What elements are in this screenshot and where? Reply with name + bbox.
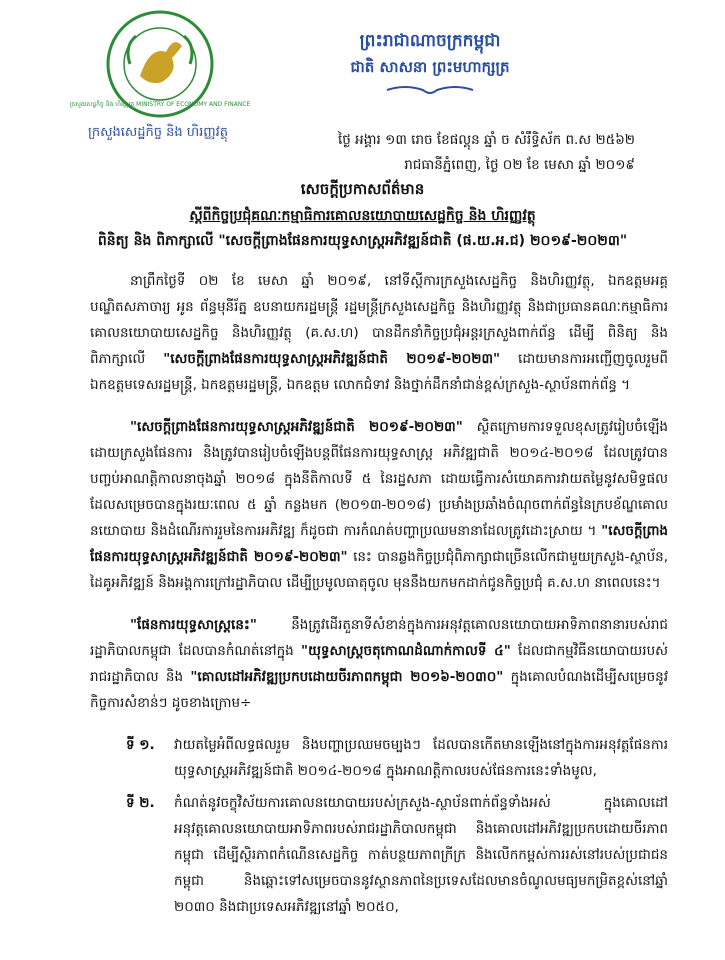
p3-mid: ដែលជាកម្មវិធីនយោបាយរបស់រាជរដ្ឋាភិបាល និង — [90, 643, 668, 685]
kingdom-header — [300, 30, 560, 96]
p2-text: ស្ថិតក្រោមការទទួលខុសត្រូវរៀបចំឡើងដោយក្រសួងផែនការ និងត្រូវបានរៀបចំឡើងបន្តពីផែនការយុទ្ធសាស្ត្រ អភិវឌ្ឍជាតិ ២០១៤-២០១៨ ដែលត្រូវបានបញ្ចប់អាណត្តិកាលនាចុងឆ្នាំ ២០១៨ ក្នុងនីតិកាលទី ៥ នៃរដ្ឋសភា ដោយធ្វើការសំយោគការវាយតម្លៃនូវសមិទ្ធផលដែលសម្រេចបានក្នុងរយៈពេល ៥ ឆ្នាំ កន្លងមក (២០១៣-២០១៨) ប្រមាំងប្រឆាំងចំណុចពាក់ព័ន្ធនៃក្របខ័ណ្ឌគោលនយោបាយ និងដំណើរការរួមនៃការអភិវឌ្ឍ ក៏ដូចជា ការកំណត់បញ្ហាប្រឈមនានាដែលត្រូវដោះស្រាយ ។ — [90, 419, 668, 539]
ministry-logo — [69, 6, 251, 122]
list-item-text: វាយតម្លៃអំពីលទ្ធផលរួម និងបញ្ហាប្រឈមចម្បងៗ ដែលបានកើតមានឡើងនៅក្នុងការអនុវត្តផែនការយុទ្ធសាស្ត្រអភិវឌ្ឍន៍ជាតិ ២០១៤-២០១៨ ក្នុងអាណត្តិកាលរបស់ផែនការនេះទាំងមូល, — [174, 737, 668, 779]
kingdom-line2: ជាតិ សាសនា ព្រះមហាក្សត្រ — [350, 58, 510, 76]
document-title — [60, 180, 665, 252]
p1-text: នាព្រឹកថ្ងៃទី ០២ ខែ មេសា ឆ្នាំ ២០១៩, នៅទីស្ដីការក្រសួងសេដ្ឋកិច្ច និងហិរញ្ញវត្ថុ, ឯកឧត្ដមអគ្គបណ្ឌិតសភាចារ្យ អូន ព័ន្ធមុនីរ័ត្ន ឧបនាយករដ្ឋមន្ត្រី រដ្ឋមន្ត្រីក្រសួងសេដ្ឋកិច្ច និងហិរញ្ញវត្ថុ និងជាប្រធានគណៈកម្មាធិការគោលនយោបាយសេដ្ឋកិច្ច និងហិរញ្ញវត្ថុ (គ.ស.ហ) បានដឹកនាំកិច្ចប្រជុំអន្តរក្រសួងពាក់ព័ន្ធ ដើម្បី ពិនិត្យ និង ពិភាក្សាលើ — [90, 273, 668, 367]
list-item — [90, 790, 668, 920]
paragraph-1 — [90, 268, 668, 398]
p2-bold: "សេចក្ដីព្រាងផែនការយុទ្ធសាស្ត្រអភិវឌ្ឍន៍ជាតិ ២០១៩-២០២៣" — [130, 419, 463, 435]
list-item-number: ទី ២. — [126, 795, 155, 811]
list-item-number: ទី ១. — [126, 737, 155, 753]
p3-text: នឹងត្រូវដើរតួនាទីសំខាន់ក្នុងការអនុវត្តគោលនយោបាយអាទិភាពនានារបស់រាជរដ្ឋាភិបាលកម្ពុជា ដែលបានកំណត់នៅក្នុង — [90, 617, 668, 659]
ornament-divider — [300, 84, 560, 96]
p1-end: ដោយមានការអញ្ជើញចូលរួមពីឯកឧត្ដមទេសរដ្ឋមន្ត្រី, ឯកឧត្ដមរដ្ឋមន្ត្រី, ឯកឧត្ដម លោកជំទាវ និងថ្នាក់ដឹកនាំជាន់ខ្ពស់ក្រសួង-ស្ថាប័នពាក់ព័ន្ធ ។ — [90, 351, 668, 393]
title-line2: ស្ដីពីកិច្ចប្រជុំគណៈកម្មាធិការគោលនយោបាយសេដ្ឋកិច្ច និង ហិរញ្ញវត្ថុ — [189, 208, 536, 224]
title-line1: សេចក្ដីប្រកាសព័ត៌មាន — [300, 180, 425, 198]
paragraph-3 — [90, 612, 668, 716]
paragraph-2 — [90, 414, 668, 596]
title-line3: ពិនិត្យ និង ពិភាក្សាលើ "សេចក្ដីព្រាងផែនការយុទ្ធសាស្ត្រអភិវឌ្ឍន៍ជាតិ (ផ.យ.អ.ជ) ២០១៩-២០២៣" — [97, 233, 628, 249]
p3-bold: "ផែនការយុទ្ធសាស្ត្រនេះ" — [130, 617, 257, 633]
p2-bold2: "សេចក្ដីព្រាងផែនការយុទ្ធសាស្ត្រអភិវឌ្ឍន៍ជាតិ ២០១៩-២០២៣" — [90, 523, 668, 565]
ministry-name: ក្រសួងសេដ្ឋកិច្ច និង ហិរញ្ញវត្ថុ — [88, 125, 229, 140]
list-item-text: កំណត់នូវចក្ខុវិស័យការគោលនយោបាយរបស់ក្រសួង-ស្ថាប័នពាក់ព័ន្ធទាំងអស់ ក្នុងគោលដៅអនុវត្តគោលនយោបាយអាទិភាពរបស់រាជរដ្ឋាភិបាលកម្ពុជា និងគោលដៅអភិវឌ្ឍប្រកបដោយចីរភាពកម្ពុជា ដើម្បីស្ថិរភាពកំណើនសេដ្ឋកិច្ច កាត់បន្ថយភាពក្រីក្រ និងលើកកម្ពស់ការរស់នៅរបស់ប្រជាជនកម្ពុជា និងឆ្ពោះទៅសម្រេចបាននូវស្ថានភាពនៃប្រទេសដែលមានចំណូលមធ្យមកម្រិតខ្ពស់នៅឆ្នាំ ២០៣០ និងជាប្រទេសអភិវឌ្ឍនៅឆ្នាំ ២០៥០, — [174, 795, 668, 915]
p3-bold3: "គោលដៅអភិវឌ្ឍប្រកបដោយចីរភាពកម្ពុជា ២០១៦-២០៣០" — [190, 669, 504, 685]
kingdom-line1: ព្រះរាជាណាចក្រកម្ពុជា — [359, 31, 501, 51]
date-block — [338, 128, 635, 178]
lunar-date: ថ្ងៃ អង្គារ ១៣ រោច ខែផល្គុន ឆ្នាំ ច សំរឹទ្ធិស័ក ព.ស ២៥៦២ — [337, 132, 635, 148]
list-item — [90, 732, 668, 784]
p2-end: នេះ បានឆ្លងកិច្ចប្រជុំពិភាក្សាជាច្រើនលើកជាមួយក្រសួង-ស្ថាប័ន, ដៃគូអភិវឌ្ឍន៍ និងអង្គការក្រៅរដ្ឋាភិបាល ដើម្បីប្រមូលធាតុចូល មុននឹងយកមកដាក់ជូនកិច្ចប្រជុំ គ.ស.ហ នាពេលនេះ។ — [90, 549, 669, 591]
document-body — [90, 268, 668, 926]
solar-date: រាជធានីភ្នំពេញ, ថ្ងៃ ០២ ខែ មេសា ឆ្នាំ ២០១៩ — [404, 157, 635, 173]
p3-bold2: "យុទ្ធសាស្ត្រចតុកោណដំណាក់កាលទី ៤" — [301, 643, 511, 659]
logo-ring-text: ក្រសួងសេដ្ឋកិច្ច និង ហិរញ្ញវត្ថុ MINISTRY OF ECONOMY AND FINANCE — [69, 101, 251, 108]
p1-bold: "សេចក្ដីព្រាងផែនការយុទ្ធសាស្ត្រអភិវឌ្ឍន៍ជាតិ ២០១៩-២០២៣" — [163, 351, 501, 367]
p3-end: ក្នុងគោលបំណងដើម្បីសម្រេចនូវកិច្ចការសំខាន់ៗ ដូចខាងក្រោម÷ — [90, 669, 668, 711]
